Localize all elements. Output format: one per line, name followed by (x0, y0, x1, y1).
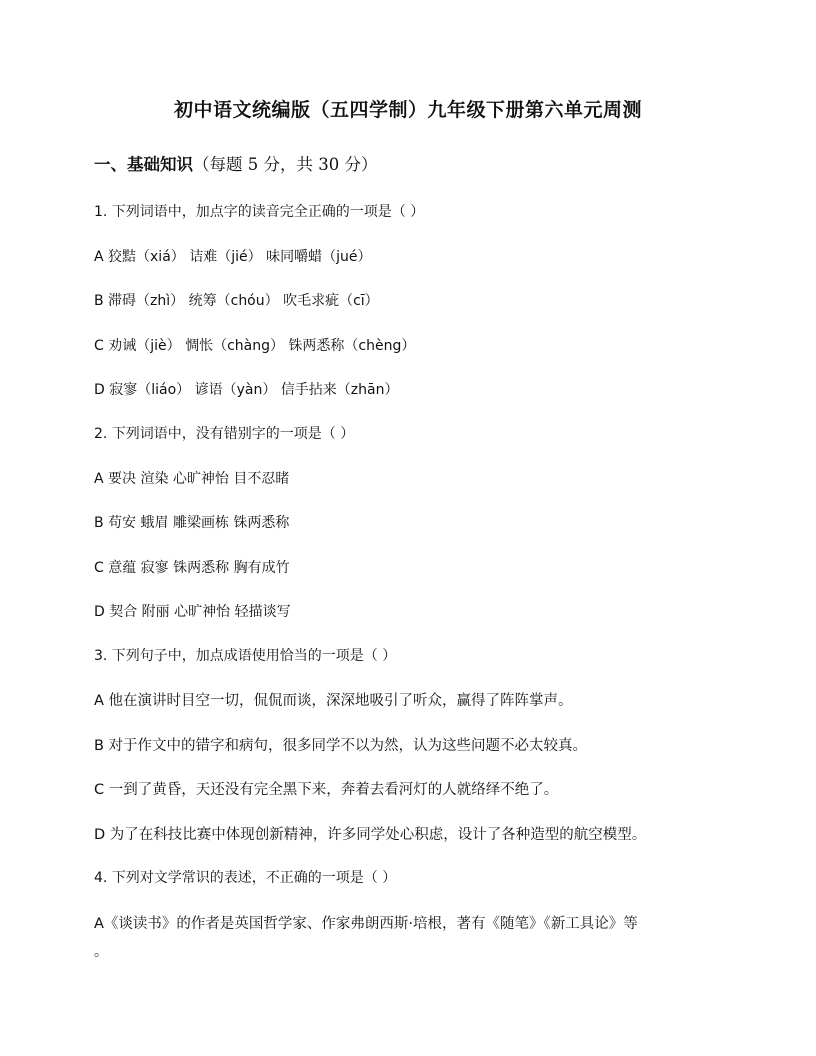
question-1-option-d: D 寂寥（liáo） 谚语（yàn） 信手拈来（zhān） (94, 382, 399, 398)
section-label: 一、基础知识 (94, 155, 193, 174)
question-4-option-a: A《谈读书》的作者是英国哲学家、作家弗朗西斯·培根，著有《随笔》《新工具论》等 (94, 916, 638, 932)
question-3-option-a: A 他在演讲时目空一切，侃侃而谈，深深地吸引了听众，赢得了阵阵掌声。 (94, 693, 573, 709)
question-2-option-c: C 意蕴 寂寥 铢两悉称 胸有成竹 (94, 560, 290, 576)
section-note: （每题 5 分，共 30 分） (193, 155, 378, 174)
document-title: 初中语文统编版（五四学制）九年级下册第六单元周测 (173, 99, 642, 121)
question-1-option-b: B 滞碍（zhì） 统筹（chóu） 吹毛求疵（cī） (94, 293, 379, 309)
question-2-option-a: A 要决 渲染 心旷神怡 目不忍睹 (94, 471, 290, 487)
question-1-option-a: A 狡黠（xiá） 诘难（jié） 味同嚼蜡（jué） (94, 249, 372, 265)
question-2-option-b: B 苟安 蛾眉 雕梁画栋 铢两悉称 (94, 515, 290, 531)
question-4-option-a-continuation: 。 (94, 944, 108, 960)
question-2-option-d: D 契合 附丽 心旷神怡 轻描谈写 (94, 604, 291, 620)
question-3-stem: 3. 下列句子中，加点成语使用恰当的一项是（ ） (94, 648, 397, 664)
section-heading (94, 151, 377, 175)
question-1-option-c: C 劝诫（jiè） 惆怅（chàng） 铢两悉称（chèng） (94, 338, 416, 354)
question-3-option-b: B 对于作文中的错字和病句，很多同学不以为然，认为这些问题不必太较真。 (94, 738, 588, 754)
question-3-option-c: C 一到了黄昏，天还没有完全黑下来，奔着去看河灯的人就络绎不绝了。 (94, 782, 559, 798)
question-3-option-d: D 为了在科技比赛中体现创新精神，许多同学处心积虑，设计了各种造型的航空模型。 (94, 827, 647, 843)
question-4-stem: 4. 下列对文学常识的表述，不正确的一项是（ ） (94, 870, 397, 886)
question-2-stem: 2. 下列词语中，没有错别字的一项是（ ） (94, 426, 355, 442)
question-1-stem: 1. 下列词语中，加点字的读音完全正确的一项是（ ） (94, 204, 425, 220)
